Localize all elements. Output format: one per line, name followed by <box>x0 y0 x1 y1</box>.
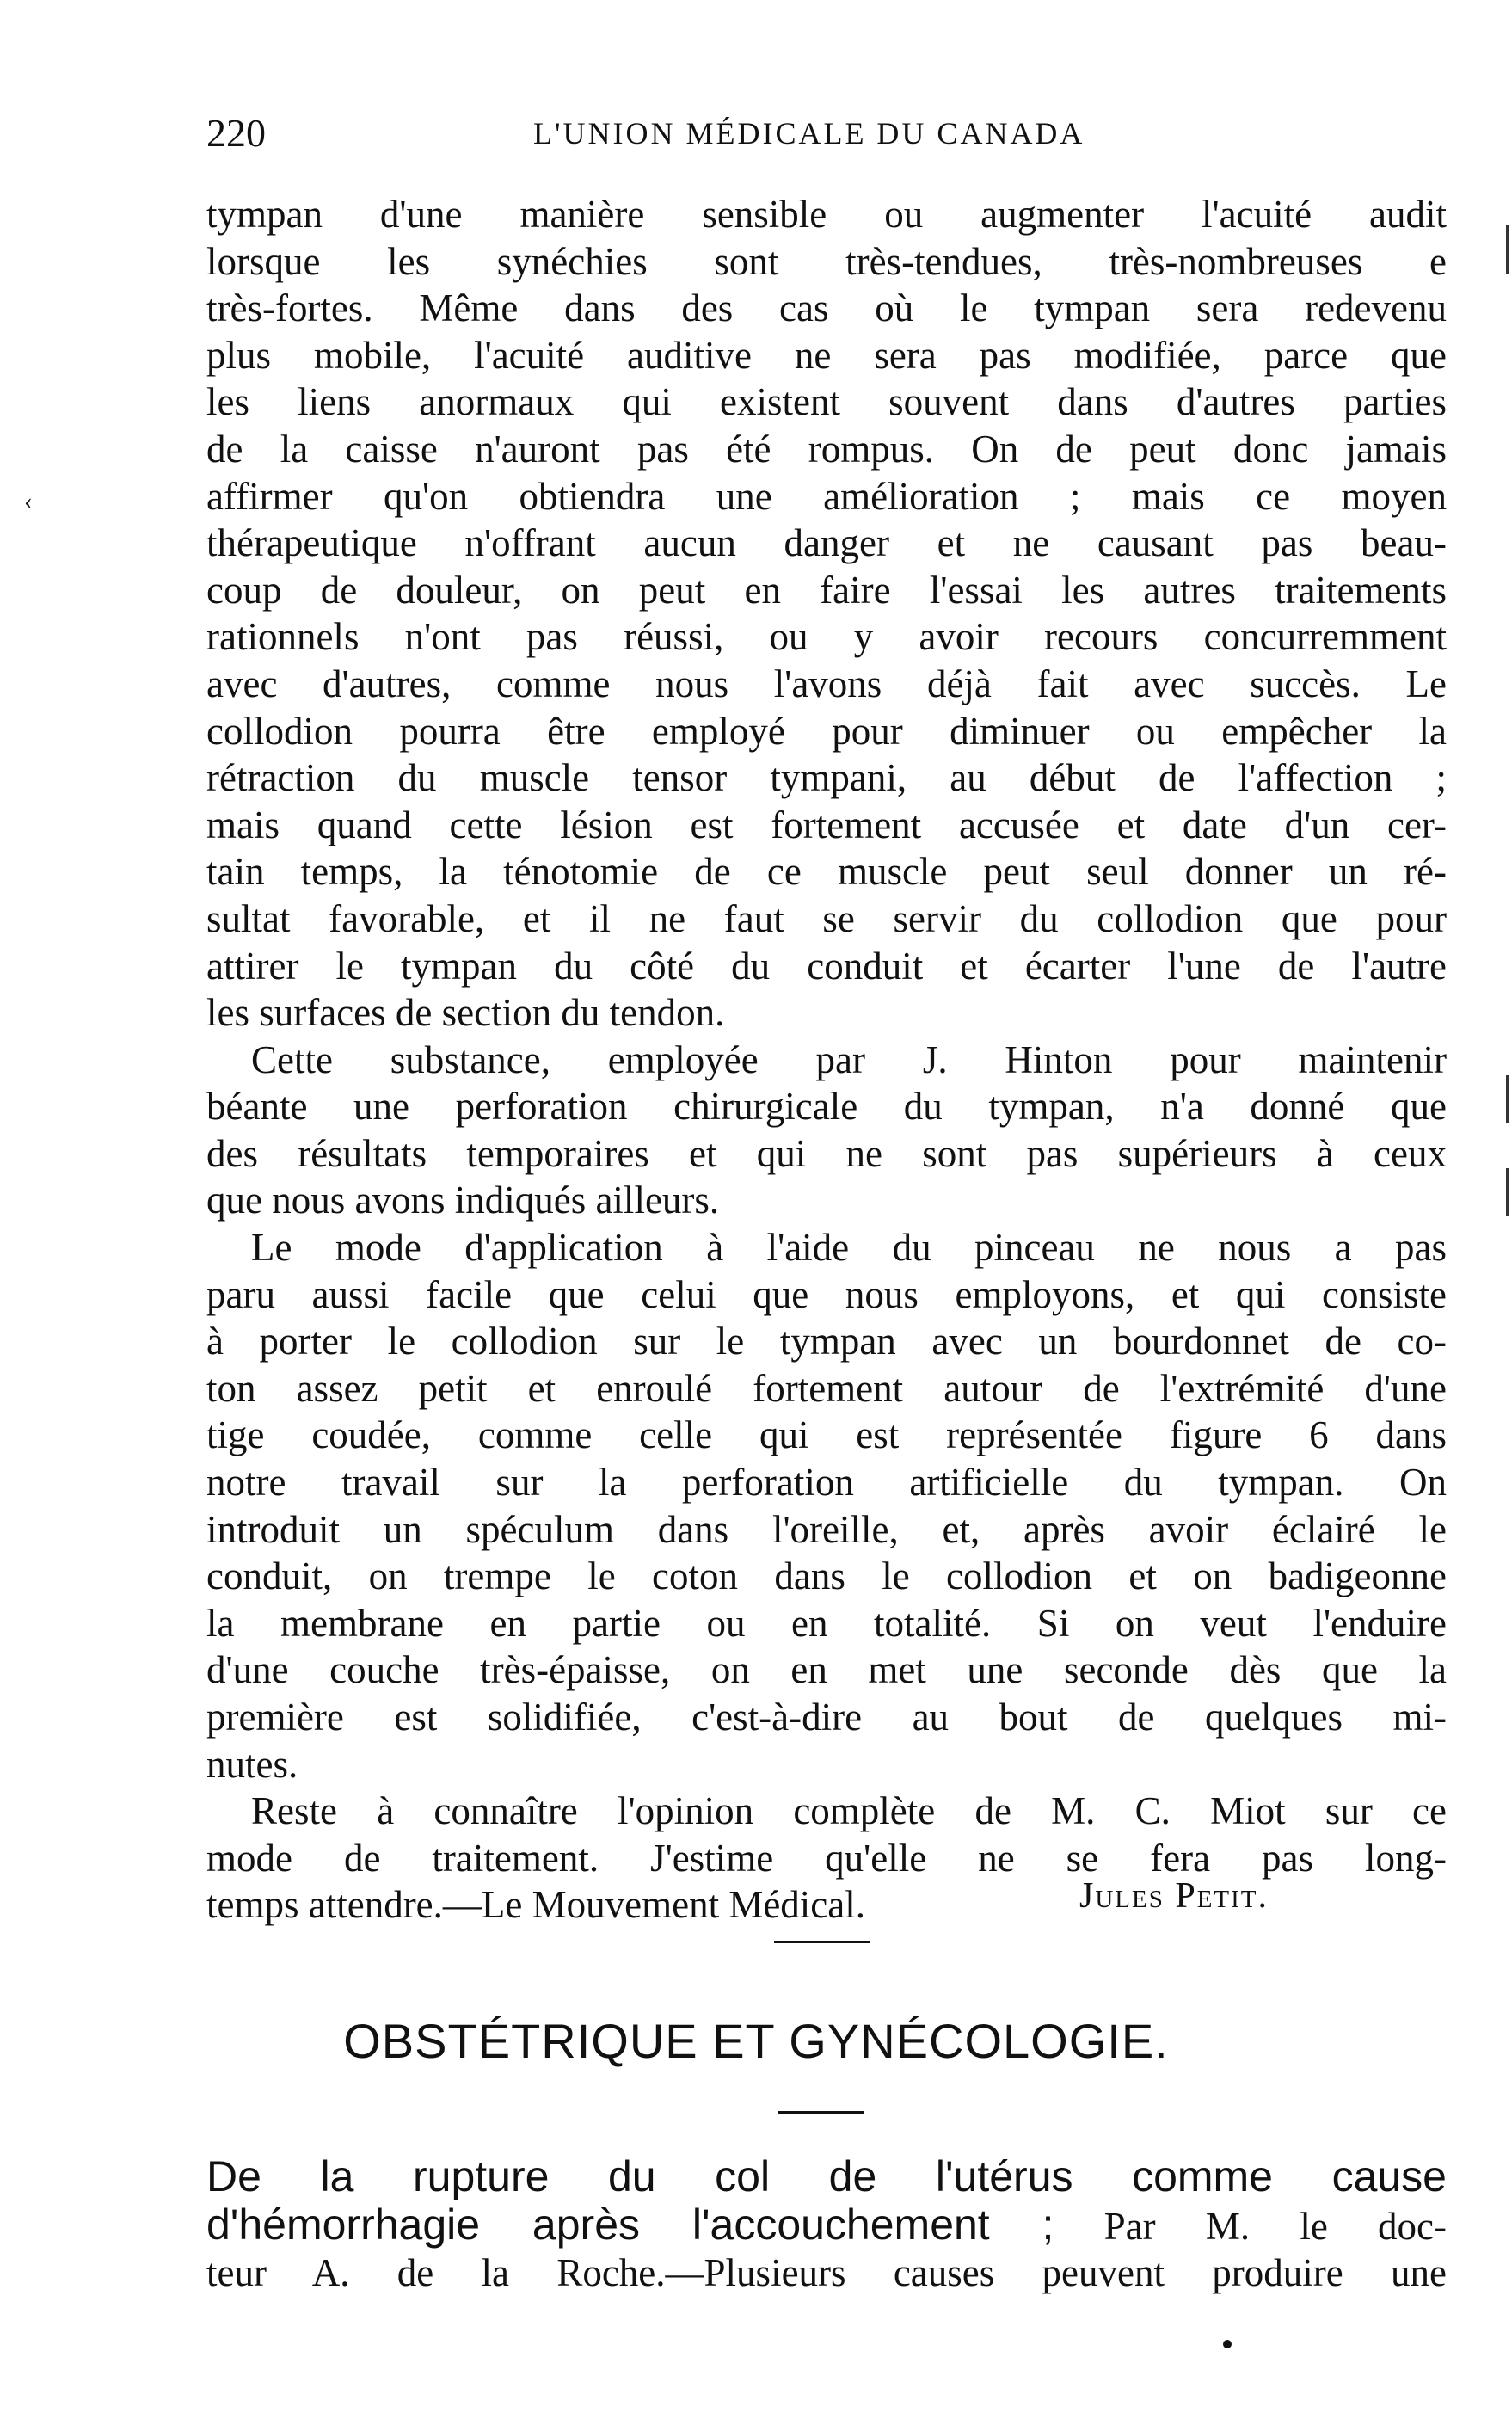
text-line: à porter le collodion sur le tympan avec un bourdonnet de co- <box>206 1320 1447 1363</box>
text-line: avec d'autres, comme nous l'avons déjà fait avec succès. Le <box>206 662 1447 705</box>
text-line: première est solidifiée, c'est-à-dire au bout de quelques mi- <box>206 1696 1447 1739</box>
text-line: les liens anormaux qui existent souvent dans d'autres parties <box>206 380 1447 424</box>
ink-dot <box>1223 2340 1232 2348</box>
article-byline-line: teur A. de la Roche.—Plusieurs causes peuvent produire une <box>206 2251 1447 2294</box>
text-line: tain temps, la ténotomie de ce muscle peut seul donner un ré- <box>206 850 1447 894</box>
text-line: tympan d'une manière sensible ou augmenter l'acuité audit <box>206 193 1447 236</box>
page-number: 220 <box>206 111 266 155</box>
text-line: mais quand cette lésion est fortement accusée et date d'un cer- <box>206 803 1447 846</box>
author-signature: Jules Petit. <box>1079 1876 1269 1916</box>
text-line: notre travail sur la perforation artificielle du tympan. On <box>206 1461 1447 1505</box>
text-line: très-fortes. Même dans des cas où le tympan sera redevenu <box>206 286 1447 330</box>
text-line: introduit un spéculum dans l'oreille, et, après avoir éclairé le <box>206 1507 1447 1551</box>
text-line: thérapeutique n'offrant aucun danger et ne causant pas beau- <box>206 521 1447 565</box>
text-line: affirmer qu'on obtiendra une amélioration ; mais ce moyen <box>206 474 1447 518</box>
text-line: coup de douleur, on peut en faire l'essai les autres traitements <box>206 568 1447 612</box>
section-heading: OBSTÉTRIQUE ET GYNÉCOLOGIE. <box>343 2014 1169 2068</box>
text-line: sultat favorable, et il ne faut se servir du collodion que pour <box>206 896 1447 940</box>
article-title-line <box>206 2200 1447 2249</box>
article-title-part: d'hémorrhagie après l'accouchement ; <box>206 2200 1054 2249</box>
text-line: les surfaces de section du tendon. <box>206 991 725 1035</box>
text-line: rétraction du muscle tensor tympani, au début de l'affection ; <box>206 756 1447 800</box>
text-line: Le mode d'application à l'aide du pinceau ne nous a pas <box>251 1226 1447 1270</box>
text-line: la membrane en partie ou en totalité. Si on veut l'enduire <box>206 1601 1447 1645</box>
text-line: Reste à connaître l'opinion complète de M. C. Miot sur ce <box>251 1789 1447 1833</box>
text-line: plus mobile, l'acuité auditive ne sera pas modifiée, parce que <box>206 333 1447 377</box>
text-line: collodion pourra être employé pour diminuer ou empêcher la <box>206 709 1447 753</box>
text-line: paru aussi facile que celui que nous employons, et qui consiste <box>206 1272 1447 1316</box>
separator-rule <box>774 1941 870 1943</box>
page-header <box>206 110 1445 162</box>
text-line: d'une couche très-épaisse, on en met une seconde dès que la <box>206 1648 1447 1692</box>
text-line: conduit, on trempe le coton dans le collodion et on badigeonne <box>206 1554 1447 1598</box>
body-text <box>206 191 1447 1929</box>
separator-rule <box>778 2111 864 2114</box>
text-line: Cette substance, employée par J. Hinton pour maintenir <box>251 1037 1447 1081</box>
text-line: mode de traitement. J'estime qu'elle ne se fera pas long- <box>206 1836 1447 1880</box>
margin-mark: ‹ <box>24 487 33 515</box>
article-title-line: De la rupture du col de l'utérus comme cause <box>206 2152 1447 2200</box>
text-line: rationnels n'ont pas réussi, ou y avoir recours concurremment <box>206 615 1447 659</box>
scan-edge-mark <box>1506 1075 1509 1123</box>
text-line: lorsque les synéchies sont très-tendues, très-nombreuses e <box>206 239 1447 283</box>
text-line: ton assez petit et enroulé fortement autour de l'extrémité d'une <box>206 1366 1447 1410</box>
article-byline-part: Par M. le doc- <box>1054 2205 1447 2248</box>
text-line: nutes. <box>206 1742 298 1786</box>
scan-edge-mark <box>1506 1168 1509 1216</box>
text-line: tige coudée, comme celle qui est représentée figure 6 dans <box>206 1413 1447 1457</box>
text-line: des résultats temporaires et qui ne sont pas supérieurs à ceux <box>206 1131 1447 1175</box>
text-line: temps attendre.—Le Mouvement Médical. <box>206 1883 866 1927</box>
running-head: L'UNION MÉDICALE DU CANADA <box>533 116 1085 151</box>
text-line: de la caisse n'auront pas été rompus. On de peut donc jamais <box>206 427 1447 471</box>
text-line: que nous avons indiqués ailleurs. <box>206 1179 720 1222</box>
text-line: attirer le tympan du côté du conduit et écarter l'une de l'autre <box>206 944 1447 988</box>
scan-edge-mark <box>1506 225 1509 274</box>
text-line: béante une perforation chirurgicale du tympan, n'a donné que <box>206 1085 1447 1129</box>
article-heading <box>206 2152 1447 2297</box>
